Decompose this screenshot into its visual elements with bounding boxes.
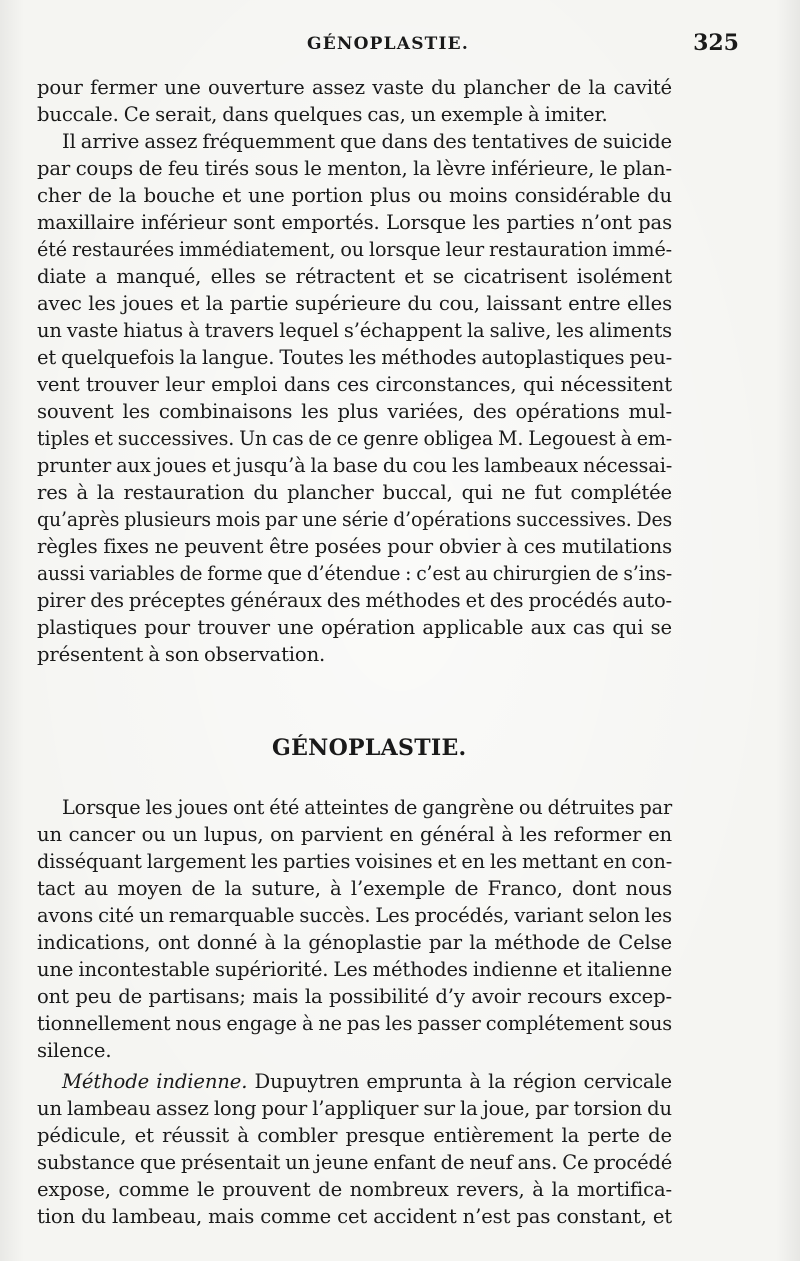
text-line: buccale. Ce serait, dans quelques cas, un exemple à imiter. (37, 103, 608, 126)
text-line: tiples et successives. Un cas de ce genre obligea M. Legouest à em- (37, 427, 673, 450)
text-line: silence. (37, 1039, 112, 1062)
text-line: vent trouver leur emploi dans ces circonstances, qui nécessitent (37, 373, 672, 396)
text-line: et quelquefois la langue. Toutes les méthodes autoplastiques peu- (37, 346, 673, 369)
page-number: 325 (693, 30, 739, 56)
text-line: prunter aux joues et jusqu’à la base du cou les lambeaux nécessai- (37, 454, 673, 477)
text-line: maxillaire inférieur sont emportés. Lorsque les parties n’ont pas (37, 211, 672, 234)
text-line: tact au moyen de la suture, à l’exemple de Franco, dont nous (37, 877, 672, 900)
running-title: GÉNOPLASTIE. (307, 34, 469, 54)
text-line: avec les joues et la partie supérieure du cou, laissant entre elles (37, 292, 672, 315)
text-line: un lambeau assez long pour l’appliquer sur la joue, par torsion du (37, 1097, 672, 1120)
section-heading: GÉNOPLASTIE. (272, 735, 467, 761)
running-head (37, 30, 739, 60)
text-line: pour fermer une ouverture assez vaste du plancher de la cavité (37, 76, 672, 99)
text-line: présentent à son observation. (37, 643, 326, 666)
text-line: tionnellement nous engage à ne pas les passer complétement sous (37, 1012, 673, 1035)
text-line: expose, comme le prouvent de nombreux revers, à la mortifica- (37, 1178, 672, 1201)
text-line: cher de la bouche et une portion plus ou moins considérable du (37, 184, 672, 207)
text-line: un cancer ou un lupus, on parvient en général à les reformer en (37, 823, 672, 846)
text-line: res à la restauration du plancher buccal, qui ne fut complétée (37, 481, 672, 504)
text-line: pédicule, et réussit à combler presque entièrement la perte de (37, 1124, 672, 1147)
text-line: Il arrive assez fréquemment que dans des tentatives de suicide (62, 130, 672, 153)
text-line: une incontestable supériorité. Les méthodes indienne et italienne (37, 958, 673, 981)
text-line: tion du lambeau, mais comme cet accident n’est pas constant, et (37, 1205, 672, 1228)
text-line: disséquant largement les parties voisines et en les mettant en con- (37, 850, 673, 873)
text-line: qu’après plusieurs mois par une série d’opérations successives. Des (37, 508, 673, 531)
text-line (62, 1068, 672, 1096)
text-line: avons cité un remarquable succès. Les procédés, variant selon les (37, 904, 672, 927)
text-line: Lorsque les joues ont été atteintes de gangrène ou détruites par (62, 796, 673, 819)
text-line: règles fixes ne peuvent être posées pour obvier à ces mutilations (37, 535, 672, 558)
method-title: Méthode indienne. (62, 1070, 248, 1093)
method-text: Dupuytren emprunta à la région cervicale (254, 1070, 672, 1093)
text-line: diate a manqué, elles se rétractent et se cicatrisent isolément (37, 265, 672, 288)
text-line: pirer des préceptes généraux des méthodes et des procédés auto- (37, 589, 673, 612)
text-line: souvent les combinaisons les plus variées, des opérations mul- (37, 400, 672, 423)
text-line: plastiques pour trouver une opération applicable aux cas qui se (37, 616, 672, 639)
text-line: indications, ont donné à la génoplastie par la méthode de Celse (37, 931, 672, 954)
text-line: été restaurées immédiatement, ou lorsque leur restauration immé- (37, 238, 672, 261)
text-line: aussi variables de forme que d’étendue : c’est au chirurgien de s’ins- (37, 562, 673, 585)
text-line: par coups de feu tirés sous le menton, la lèvre inférieure, le plan- (37, 157, 672, 180)
text-line: un vaste hiatus à travers lequel s’échappent la salive, les aliments (37, 319, 672, 342)
text-line: substance que présentait un jeune enfant de neuf ans. Ce procédé (37, 1151, 673, 1174)
text-line: ont peu de partisans; mais la possibilité d’y avoir recours excep- (37, 985, 672, 1008)
